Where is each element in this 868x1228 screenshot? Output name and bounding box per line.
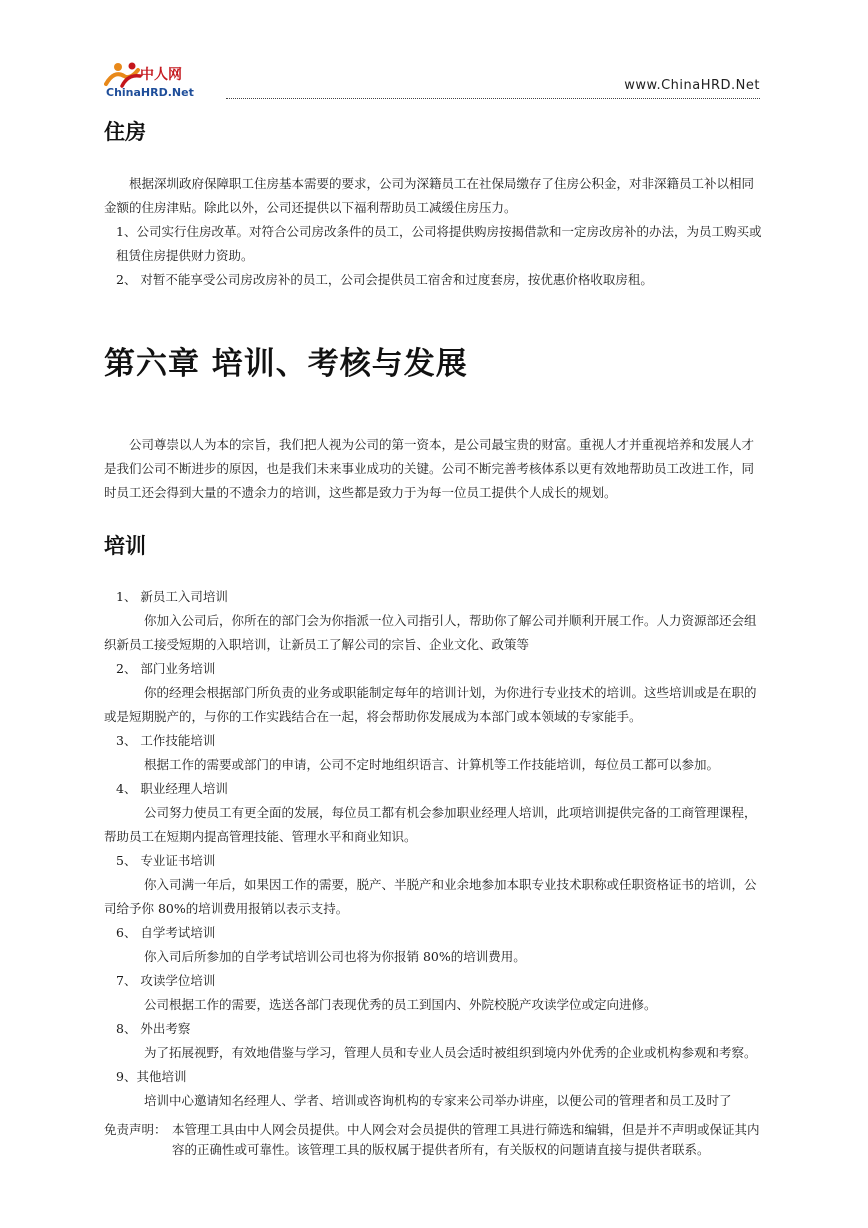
logo-text-en: ChinaHRD.Net	[106, 86, 194, 99]
page-header	[104, 62, 760, 104]
training-item-body: 你入司后所参加的自学考试培训公司也将为你报销 80%的培训费用。	[144, 949, 526, 964]
disclaimer-text: 本管理工具由中人网会员提供。中人网会对会员提供的管理工具进行筛选和编辑，但是并不声明或保证其内容的正确性或可靠性。该管理工具的版权属于提供者所有，有关版权的问题请直接与提供者联系。	[172, 1122, 760, 1157]
training-item-body: 为了拓展视野，有效地借鉴与学习，管理人员和专业人员会适时被组织到境内外优秀的企业或机构参观和考察。	[144, 1045, 757, 1060]
housing-item-1: 1、公司实行住房改革。对符合公司房改条件的员工，公司将提供购房按揭借款和一定房改房补的办法，为员工购买或租赁住房提供财力资助。	[116, 224, 762, 263]
chinahrd-logo	[104, 62, 224, 104]
section-title-training: 培训	[104, 534, 146, 558]
training-item-title: 2、 部门业务培训	[116, 661, 216, 676]
training-item-title: 8、 外出考察	[116, 1021, 191, 1036]
training-item-title: 7、 攻读学位培训	[116, 973, 216, 988]
training-item-title: 6、 自学考试培训	[116, 925, 216, 940]
training-item-body: 你入司满一年后，如果因工作的需要，脱产、半脱产和业余地参加本职专业技术职称或任职资格证书的培训，公司给予你 80%的培训费用报销以表示支持。	[104, 877, 757, 916]
housing-section	[104, 172, 764, 292]
chapter-intro: 公司尊崇以人为本的宗旨，我们把人视为公司的第一资本，是公司最宝贵的财富。重视人才并重视培养和发展人才是我们公司不断进步的原因，也是我们未来事业成功的关键。公司不断完善考核体系以更有效地帮助员工改进工作，同时员工还会得到大量的不遗余力的培训，这些都是致力于为每一位员工提供个人成长的规划。	[104, 437, 755, 500]
logo-text-cn: 中人网	[140, 67, 182, 83]
training-item-title: 1、 新员工入司培训	[116, 589, 228, 604]
training-item-title: 3、 工作技能培训	[116, 733, 216, 748]
training-item-title: 4、 职业经理人培训	[116, 781, 228, 796]
training-list	[104, 585, 764, 1113]
housing-item-2: 2、 对暂不能享受公司房改房补的员工，公司会提供员工宿舍和过度套房，按优惠价格收取房租。	[116, 272, 653, 287]
training-item-body: 你加入公司后，你所在的部门会为你指派一位入司指引人，帮助你了解公司并顺利开展工作。人力资源部还会组织新员工接受短期的入职培训，让新员工了解公司的宗旨、企业文化、政策等	[104, 613, 757, 652]
training-item-title: 5、 专业证书培训	[116, 853, 216, 868]
chapter-title: 第六章 培训、考核与发展	[104, 346, 468, 382]
training-item-title: 9、其他培训	[116, 1069, 187, 1084]
training-item-body: 公司努力使员工有更全面的发展，每位员工都有机会参加职业经理人培训，此项培训提供完备的工商管理课程，帮助员工在短期内提高管理技能、管理水平和商业知识。	[104, 805, 757, 844]
training-item-body: 培训中心邀请知名经理人、学者、培训或咨询机构的专家来公司举办讲座，以便公司的管理者和员工及时了	[144, 1093, 732, 1108]
header-divider	[226, 98, 760, 99]
disclaimer	[104, 1120, 764, 1160]
header-url[interactable]: www.ChinaHRD.Net	[624, 78, 760, 93]
training-item-body: 根据工作的需要或部门的申请，公司不定时地组织语言、计算机等工作技能培训，每位员工都可以参加。	[144, 757, 720, 772]
disclaimer-label: 免责声明：	[104, 1122, 167, 1137]
chapter-intro-section	[104, 433, 764, 505]
training-item-body: 公司根据工作的需要，选送各部门表现优秀的员工到国内、外院校脱产攻读学位或定向进修。	[144, 997, 657, 1012]
logo-figures-icon	[104, 62, 144, 88]
section-title-housing: 住房	[104, 120, 146, 144]
housing-intro: 根据深圳政府保障职工住房基本需要的要求，公司为深籍员工在社保局缴存了住房公积金，对非深籍员工补以相同金额的住房津贴。除此以外，公司还提供以下福利帮助员工减缓住房压力。	[104, 176, 755, 215]
training-item-body: 你的经理会根据部门所负责的业务或职能制定每年的培训计划，为你进行专业技术的培训。这些培训或是在职的或是短期脱产的，与你的工作实践结合在一起，将会帮助你发展成为本部门或本领域的专家能手。	[104, 685, 757, 724]
